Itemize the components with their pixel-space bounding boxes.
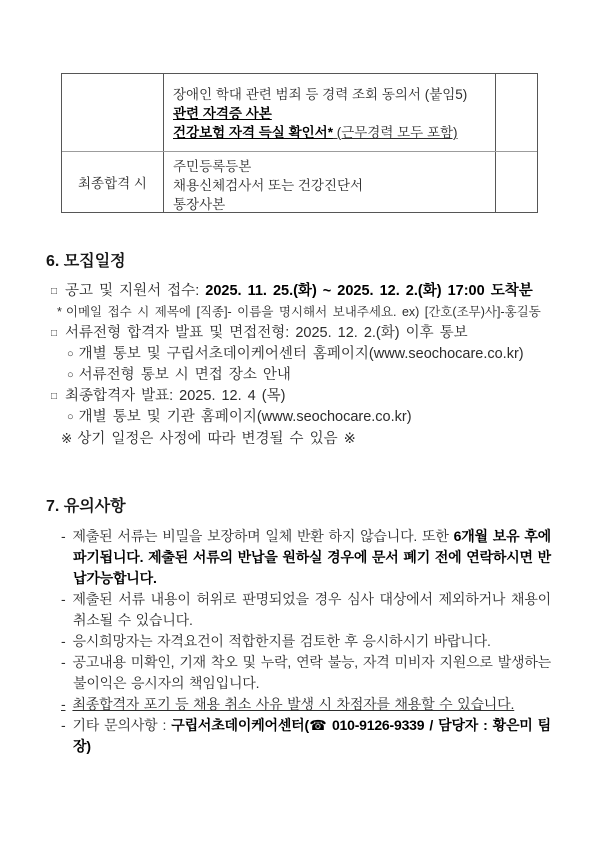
text-segment: 제출된 서류는 비밀을 보장하며 일체 반환 하지 않습니다. 또한 [72,528,454,544]
schedule-item [51,386,541,407]
text-segment: 서류전형 합격자 발표 및 면접전형: 2025. 12. 2.(화) 이후 통보 [65,325,468,341]
note-item-text [72,591,551,628]
text-segment: 구립서초데이케어센터(☎ 010-9126-9339 / 담당자 : 황은미 팀장) [73,717,551,754]
text-segment: 장애인 학대 관련 범죄 등 경력 조회 동의서 (붙임5) [173,87,468,102]
schedule-item-text [79,346,524,362]
text-segment: 응시희망자는 자격요건이 적합한지를 검토한 후 응시하시기 바랍니다. [72,633,491,649]
text-segment: 제출된 서류 내용이 허위로 판명되었을 경우 심사 대상에서 제외하거나 채용이 취소될 수 있습니다. [72,591,551,628]
schedule-subitem [67,407,541,428]
note-item-text [72,633,490,649]
table-empty-cell [495,74,537,151]
schedule-note-text [66,305,541,319]
schedule-note [57,302,541,323]
square-bullet-icon: □ [51,391,58,402]
schedule-item-text [77,431,355,447]
schedule-item [51,323,541,344]
text-segment: (근무경력 모두 포함) [332,125,458,140]
schedule-subitem [67,365,541,386]
schedule-item-text [79,409,412,425]
table-line [173,157,491,176]
dash-bullet-icon: - [61,591,66,607]
dash-bullet-icon: - [61,717,66,733]
schedule-item-text [65,325,468,341]
text-segment: 공고내용 미확인, 기재 착오 및 누락, 연락 불능, 자격 미비자 지원으로 발생하는 불이익은 응시자의 책임입니다. [72,654,551,691]
circle-bullet-icon: ○ [67,348,74,360]
text-segment: 개별 통보 및 구립서초데이케어센터 홈페이지(www.seochocare.co.kr) [78,346,524,362]
note-item [46,631,551,652]
text-segment: 상기 일정은 사정에 따라 변경될 수 있음 ※ [77,431,356,447]
table-empty-cell [495,152,537,212]
schedule-item-text [65,388,285,404]
schedule-subitem [67,344,541,365]
note-item [46,526,551,589]
schedule-disclaimer [61,428,541,450]
table-content-cell [164,74,495,151]
table-content-cell [164,152,495,212]
note-item-contact [46,715,551,757]
schedule-item [51,281,541,302]
table-line [173,176,491,195]
square-bullet-icon: □ [51,286,58,297]
submission-documents-table [61,73,538,213]
schedule-item-text [65,283,533,299]
note-item [46,589,551,631]
text-segment: 공고 및 지원서 접수: [65,283,206,299]
note-item [46,694,551,715]
text-segment: 이메일 접수 시 제목에 [직종]- 이름을 명시해서 보내주세요. ex) [간호(조무)사]-홍길동 [65,305,541,319]
dash-bullet-icon: - [61,654,66,670]
text-segment: 기타 문의사항 : [72,717,172,733]
note-item-text [72,654,551,691]
text-segment: 관련 자격증 사본 [173,106,272,121]
dash-bullet-icon: - [61,696,66,712]
table-row [62,151,537,212]
text-segment: 2025. 11. 25.(화) ~ 2025. 12. 2.(화) 17:00 도착분 [205,283,533,299]
dash-bullet-icon: - [61,633,66,649]
text-segment: 통장사본 [173,197,226,212]
section-schedule-heading: 6. 모집일정 [46,253,126,270]
section-notes [46,497,551,757]
note-item [46,652,551,694]
section-schedule [46,252,541,450]
table-line [173,104,491,123]
table-label-cell: 최종합격 시 [62,152,164,212]
circle-bullet-icon: ○ [67,369,74,381]
table-row [62,74,537,151]
text-segment: 채용신체검사서 또는 건강진단서 [173,178,364,193]
text-segment: 건강보험 자격 득실 확인서* [173,125,333,140]
square-bullet-icon: □ [51,328,58,339]
table-line [173,123,491,142]
text-segment: 최종합격자 포기 등 채용 취소 사유 발생 시 차점자를 채용할 수 있습니다. [72,696,515,712]
table-line [173,85,491,104]
table-label-cell [62,74,164,151]
table-line [173,195,491,212]
circle-bullet-icon: ○ [67,411,74,423]
note-item-text [72,696,514,712]
note-item-text [72,717,551,754]
dash-bullet-icon: - [61,528,66,544]
asterisk-icon: * [57,305,62,319]
schedule-item-text [79,367,291,383]
text-segment: 최종합격자 발표: 2025. 12. 4 (목) [65,388,286,404]
text-segment: 주민등록등본 [173,159,252,174]
note-item-text [72,528,551,586]
text-segment: 서류전형 통보 시 면접 장소 안내 [78,367,291,383]
text-segment: 6개월 보유 후에 파기됩니다. 제출된 서류의 반납을 원하실 경우에 문서 폐기 전에 연락하시면 반납가능합니다. [73,528,551,586]
text-segment: 개별 통보 및 기관 홈페이지(www.seochocare.co.kr) [78,409,412,425]
reference-mark-icon: ※ [61,431,73,446]
section-notes-heading: 7. 유의사항 [46,498,126,515]
